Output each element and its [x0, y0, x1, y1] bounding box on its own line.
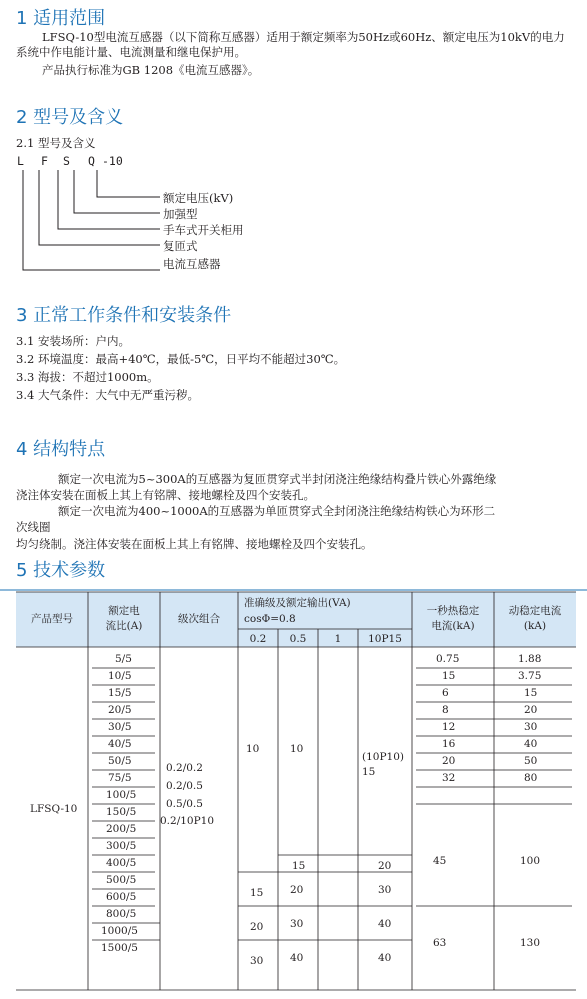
ratio-row: 150/5: [106, 806, 137, 818]
output-d-0-2: 20: [250, 921, 264, 933]
thermal-value: 45: [433, 855, 447, 867]
header-cos: cosΦ=0.8: [244, 613, 296, 625]
dynamic-value: 30: [524, 721, 538, 733]
condition-item-1: 3.1 安装场所：户内。: [16, 334, 130, 348]
dynamic-value: 20: [524, 704, 538, 716]
thermal-value: 63: [433, 937, 447, 949]
section-4-title: 4 结构特点: [16, 439, 106, 460]
combo-item: 0.2/10P10: [160, 815, 215, 827]
structure-paragraph-1a: 额定一次电流为5~300A的互感器为复匝贯穿式半封闭浇注绝缘结构叠片铁心外露绝缘: [58, 472, 497, 486]
ratio-row: 1000/5: [101, 925, 138, 937]
model-letter-f: F: [41, 154, 48, 168]
model-letter-l: L: [17, 154, 24, 168]
output-e-0-2: 30: [250, 955, 264, 967]
output-a-10p: (10P10) 15: [362, 751, 404, 778]
ratio-row: 800/5: [106, 908, 137, 920]
legend-current-transformer: 电流互感器: [163, 257, 221, 271]
header-class-0-2: 0.2: [249, 633, 267, 645]
output-a-0-5: 10: [290, 743, 304, 755]
dynamic-value: 80: [524, 772, 538, 784]
structure-paragraph-2c: 均匀绕制。浇注体安装在面板上其上有铭牌、接地螺栓及四个安装孔。: [16, 537, 373, 551]
section-2-title: 2 型号及含义: [16, 107, 124, 128]
ratio-row: 200/5: [106, 823, 137, 835]
combo-item: 0.5/0.5: [166, 798, 203, 810]
ratio-row: 75/5: [108, 772, 132, 784]
dynamic-value: 50: [524, 755, 538, 767]
section-3-title: 3 正常工作条件和安装条件: [16, 305, 232, 326]
header-model: 产品型号: [31, 613, 73, 625]
structure-paragraph-2a: 额定一次电流为400~1000A的互感器为单匝贯穿式全封闭浇注绝缘结构铁心为环形二: [58, 504, 496, 518]
ratio-row: 600/5: [106, 891, 137, 903]
ratio-row: 50/5: [108, 755, 132, 767]
header-combo: 级次组合: [178, 613, 220, 625]
section-2-subtitle: 2.1 型号及含义: [16, 136, 96, 150]
thermal-value: 8: [442, 704, 449, 716]
section-1-paragraph: LFSQ-10型电流互感器（以下简称互感器）适用于额定频率为50Hz或60Hz、额定电压为10kV的电力系统中作电能计量、电流测量和继电保护用。: [16, 30, 565, 59]
legend-rated-voltage: 额定电压(kV): [163, 191, 234, 205]
ratio-row: 5/5: [115, 653, 132, 665]
output-b-10p: 20: [378, 860, 392, 872]
header-class-0-5: 0.5: [289, 633, 307, 645]
legend-reinforced: 加强型: [163, 207, 198, 221]
output-c-0-5: 20: [290, 884, 304, 896]
ratio-row: 15/5: [108, 687, 132, 699]
header-class-1: 1: [334, 633, 342, 645]
output-a-0-2: 10: [246, 743, 260, 755]
ratio-row: 30/5: [108, 721, 132, 733]
dynamic-value: 15: [524, 687, 538, 699]
condition-item-3: 3.3 海拔：不超过1000m。: [16, 370, 159, 384]
combo-item: 0.2/0.2: [166, 762, 203, 774]
ratio-row: 1500/5: [101, 942, 138, 954]
output-d-10p: 40: [378, 918, 392, 930]
thermal-value: 0.75: [436, 653, 460, 665]
model-letter-s: S: [63, 154, 70, 168]
ratio-row: 10/5: [108, 670, 132, 682]
header-dynamic: 动稳定电流 (kA): [508, 605, 562, 632]
thermal-value: 12: [442, 721, 456, 733]
ratio-row: 20/5: [108, 704, 132, 716]
structure-paragraph-2b: 次线圈: [16, 520, 51, 534]
combo-item: 0.2/0.5: [166, 780, 203, 792]
model-letter-q: Q: [88, 154, 95, 168]
output-c-10p: 30: [378, 884, 392, 896]
ratio-row: 100/5: [106, 789, 137, 801]
legend-multi-turn: 复匝式: [163, 239, 198, 253]
model-letter-voltage: -10: [102, 154, 123, 168]
dynamic-value: 3.75: [518, 670, 542, 682]
structure-paragraph-1b: 浇注体安装在面板上其上有铭牌、接地螺栓及四个安装孔。: [16, 488, 315, 502]
output-c-0-2: 15: [250, 887, 264, 899]
model-value: LFSQ-10: [30, 803, 78, 815]
header-accuracy: 准确级及额定输出(VA): [244, 597, 351, 609]
thermal-value: 15: [442, 670, 456, 682]
dynamic-value: 1.88: [518, 653, 542, 665]
header-thermal: 一秒热稳定 电流(kA): [426, 605, 480, 632]
output-e-10p: 40: [378, 952, 392, 964]
output-d-0-5: 30: [290, 918, 304, 930]
condition-item-2: 3.2 环境温度：最高+40℃，最低-5℃，日平均不能超过30℃。: [16, 352, 346, 366]
ratio-row: 500/5: [106, 874, 137, 886]
output-b-0-5: 15: [292, 860, 306, 872]
ratio-row: 300/5: [106, 840, 137, 852]
section-1-title: 1 适用范围: [16, 8, 106, 29]
header-ratio: 额定电 流比(A): [105, 605, 143, 632]
section-5-title: 5 技术参数: [16, 560, 106, 581]
thermal-value: 16: [442, 738, 456, 750]
condition-item-4: 3.4 大气条件：大气中无严重污秽。: [16, 388, 199, 402]
dynamic-value: 100: [520, 855, 541, 867]
thermal-value: 6: [442, 687, 449, 699]
dynamic-value: 130: [520, 937, 541, 949]
header-class-10p15: 10P15: [368, 633, 402, 645]
dynamic-value: 40: [524, 738, 538, 750]
ratio-row: 400/5: [106, 857, 137, 869]
thermal-value: 20: [442, 755, 456, 767]
ratio-row: 40/5: [108, 738, 132, 750]
legend-handcart: 手车式开关柜用: [163, 223, 244, 237]
section-1-standard: 产品执行标准为GB 1208《电流互感器》。: [42, 63, 260, 77]
output-e-0-5: 40: [290, 952, 304, 964]
thermal-value: 32: [442, 772, 456, 784]
